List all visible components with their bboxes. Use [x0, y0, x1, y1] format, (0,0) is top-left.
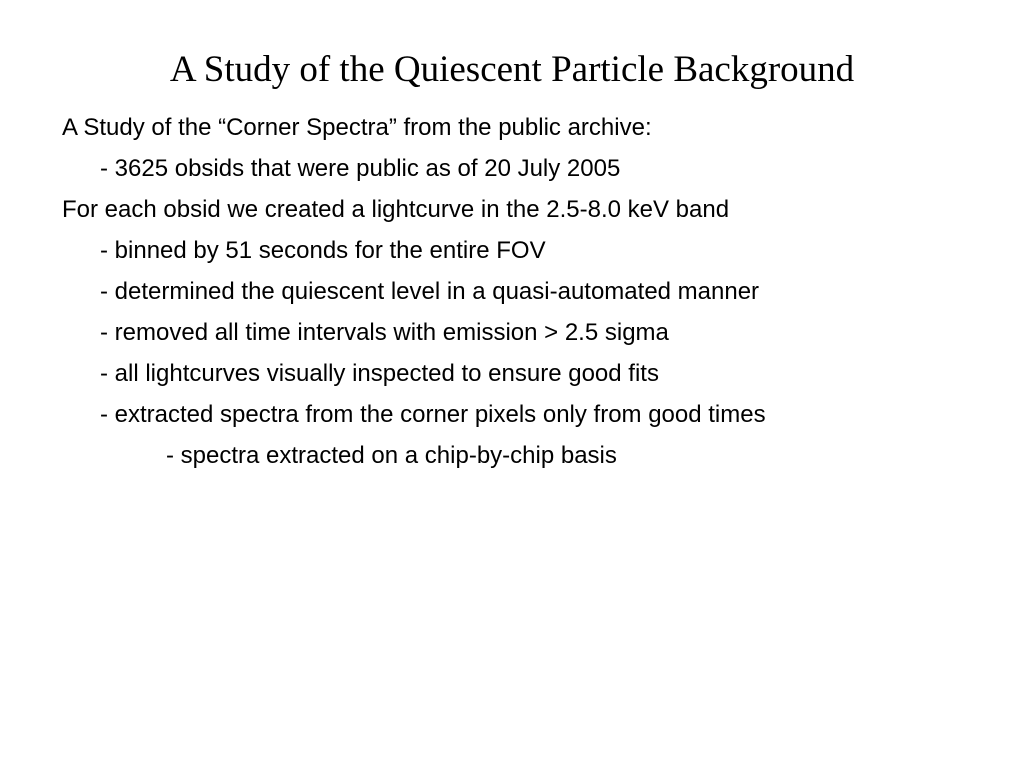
bullet-item-inspected: - all lightcurves visually inspected to ensure good fits	[100, 360, 659, 387]
bullet-item-corner-spectra: A Study of the “Corner Spectra” from the public archive:	[62, 114, 652, 141]
bullet-item-removed-intervals: - removed all time intervals with emission > 2.5 sigma	[100, 319, 669, 346]
bullet-item-chip-basis: - spectra extracted on a chip-by-chip basis	[166, 442, 617, 469]
slide-title: A Study of the Quiescent Particle Background	[169, 49, 855, 90]
bullet-item-lightcurve: For each obsid we created a lightcurve in the 2.5-8.0 keV band	[62, 196, 730, 223]
bullet-item-quiescent-level: - determined the quiescent level in a quasi-automated manner	[100, 278, 760, 305]
bullet-item-extracted-spectra: - extracted spectra from the corner pixels only from good times	[100, 401, 766, 428]
bullet-item-binned: - binned by 51 seconds for the entire FOV	[100, 237, 546, 264]
bullet-list	[0, 107, 1024, 476]
bullet-item-obsids: - 3625 obsids that were public as of 20 July 2005	[100, 155, 621, 182]
